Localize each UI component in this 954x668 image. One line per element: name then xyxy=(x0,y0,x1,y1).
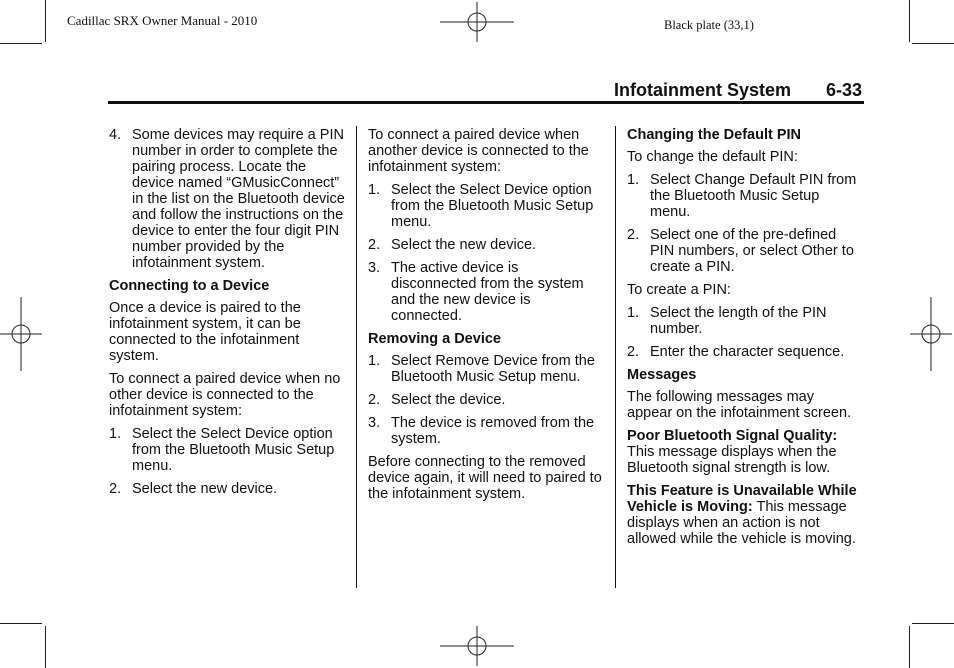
list-number: 4. xyxy=(109,127,122,143)
list-item xyxy=(368,182,604,230)
list-number: 2. xyxy=(368,392,381,408)
list-item xyxy=(627,344,863,360)
list-number: 3. xyxy=(368,260,381,276)
list-number: 1. xyxy=(627,172,640,188)
crop-mark xyxy=(912,623,954,624)
paragraph: Before connecting to the removed device again, it will need to paired to the infotainment system. xyxy=(368,454,602,502)
list-text: Select Remove Device from the Bluetooth Music Setup menu. xyxy=(391,353,595,385)
list-number: 2. xyxy=(627,344,640,360)
heading-default-pin: Changing the Default PIN xyxy=(627,127,801,143)
list-text: Select the device. xyxy=(391,392,506,408)
message-text: This message displays when the Bluetooth signal strength is low. xyxy=(627,444,837,476)
crop-mark xyxy=(912,43,954,44)
header-rule xyxy=(108,101,864,104)
list-number: 1. xyxy=(627,305,640,321)
column-3 xyxy=(627,127,863,554)
crop-mark xyxy=(45,626,46,668)
list-number: 1. xyxy=(368,353,381,369)
paragraph: To create a PIN: xyxy=(627,282,731,298)
list-item xyxy=(368,237,604,253)
list-number: 2. xyxy=(627,227,640,243)
column-2 xyxy=(368,127,604,509)
list-number: 1. xyxy=(109,426,122,442)
heading-removing: Removing a Device xyxy=(368,331,501,347)
list-text: Select one of the pre-defined PIN numbers, or select Other to create a PIN. xyxy=(650,227,854,275)
message-entry xyxy=(627,483,863,547)
list-item xyxy=(109,426,349,474)
crop-mark xyxy=(0,623,42,624)
heading-messages: Messages xyxy=(627,367,697,383)
list-text: Some devices may require a PIN number in order to complete the pairing process. Locate the device named “GMusicConnect” in the list on the Bluetooth device and follow the instructions on the device to enter the four digit PIN number provided by the infotainment system. xyxy=(132,127,345,271)
list-item xyxy=(109,127,349,271)
list-item xyxy=(627,172,863,220)
list-item xyxy=(109,481,349,497)
page-number: 6-33 xyxy=(826,80,863,100)
crop-mark xyxy=(909,626,910,668)
column-divider xyxy=(356,126,357,588)
registration-mark-icon xyxy=(0,297,42,371)
crop-mark xyxy=(0,43,42,44)
column-1 xyxy=(109,127,349,504)
list-number: 1. xyxy=(368,182,381,198)
crop-mark xyxy=(909,0,910,42)
list-item xyxy=(627,227,863,275)
list-text: The active device is disconnected from the system and the new device is connected. xyxy=(391,260,584,324)
paragraph: Once a device is paired to the infotainment system, it can be connected to the infotainment system. xyxy=(109,300,301,364)
list-number: 2. xyxy=(368,237,381,253)
list-text: Enter the character sequence. xyxy=(650,344,845,360)
manual-title: Cadillac SRX Owner Manual - 2010 xyxy=(67,13,258,28)
list-item xyxy=(627,305,863,337)
registration-mark-icon xyxy=(440,626,514,666)
paragraph: The following messages may appear on the infotainment screen. xyxy=(627,389,852,421)
section-title: Infotainment System xyxy=(614,80,792,100)
paragraph: To connect a paired device when another device is connected to the infotainment system: xyxy=(368,127,589,175)
list-text: Select the Select Device option from the Bluetooth Music Setup menu. xyxy=(391,182,594,230)
crop-mark xyxy=(45,0,46,42)
list-text: The device is removed from the system. xyxy=(391,415,595,447)
message-entry xyxy=(627,428,863,476)
registration-mark-icon xyxy=(910,297,952,371)
column-divider xyxy=(615,126,616,588)
list-text: Select the Select Device option from the Bluetooth Music Setup menu. xyxy=(132,426,335,474)
heading-connecting: Connecting to a Device xyxy=(109,278,270,294)
list-item xyxy=(368,415,604,447)
list-text: Select the new device. xyxy=(132,481,278,497)
list-number: 2. xyxy=(109,481,122,497)
message-label: Poor Bluetooth Signal Quality: xyxy=(627,428,838,444)
list-text: Select the new device. xyxy=(391,237,537,253)
message-label: This Feature is Unavailable While Vehicle is Moving: xyxy=(627,483,857,515)
message-text: This message displays when an action is not allowed while the vehicle is moving. xyxy=(627,499,856,547)
registration-mark-icon xyxy=(440,2,514,42)
plate-label: Black plate (33,1) xyxy=(664,18,754,32)
list-text: Select the length of the PIN number. xyxy=(650,305,827,337)
paragraph: To change the default PIN: xyxy=(627,149,798,165)
list-number: 3. xyxy=(368,415,381,431)
list-item xyxy=(368,353,604,385)
paragraph: To connect a paired device when no other device is connected to the infotainment system: xyxy=(109,371,341,419)
list-item xyxy=(368,392,604,408)
list-text: Select Change Default PIN from the Bluetooth Music Setup menu. xyxy=(650,172,857,220)
list-item xyxy=(368,260,604,324)
